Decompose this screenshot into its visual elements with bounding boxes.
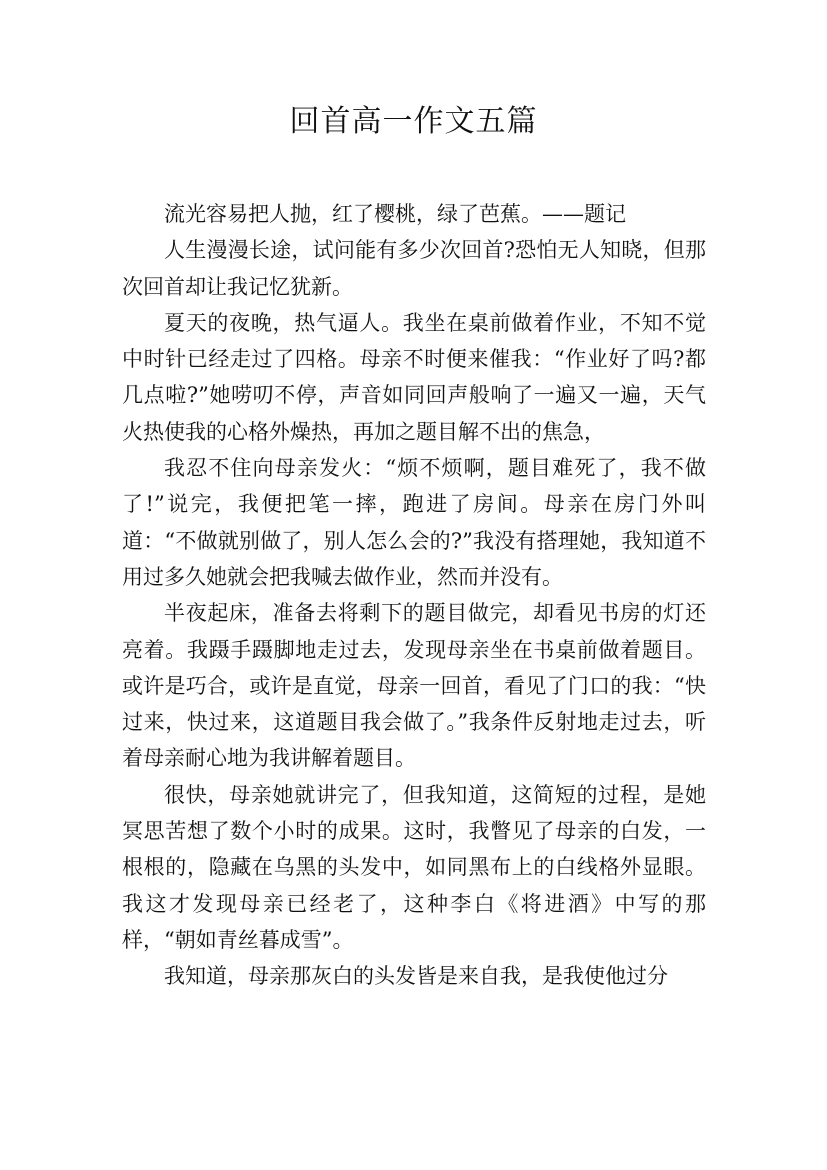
- paragraph-epigraph: 流光容易把人抛，红了樱桃，绿了芭蕉。——题记: [164, 202, 626, 226]
- paragraph: 很快，母亲她就讲完了，但我知道，这简短的过程，是她冥思苦想了数个小时的成果。这时，我瞥见了母亲的白发，一根根的，隐藏在乌黑的头发中，如同黑布上的白线格外显眼。我这才发现母亲已经老了，这种李白《将进酒》中写的那样，“朝如青丝暮成雪”。: [122, 782, 706, 952]
- paragraph: 我忍不住向母亲发火：“烦不烦啊，题目难死了，我不做了!”说完，我便把笔一摔，跑进了房间。母亲在房门外叫道：“不做就别做了，别人怎么会的?”我没有搭理她，我知道不用过多久她就会把我喊去做作业，然而并没有。: [122, 456, 706, 589]
- paragraph: 半夜起床，准备去将剩下的题目做完，却看见书房的灯还亮着。我蹑手蹑脚地走过去，发现母亲坐在书桌前做着题目。或许是巧合，或许是直觉，母亲一回首，看见了门口的我：“快过来，快过来，这道题目我会做了。”我条件反射地走过去，听着母亲耐心地为我讲解着题目。: [122, 601, 706, 771]
- paragraph: 夏天的夜晚，热气逼人。我坐在桌前做着作业，不知不觉中时针已经走过了四格。母亲不时便来催我：“作业好了吗?都几点啦?”她唠叨不停，声音如同回声般响了一遍又一遍，天气火热使我的心格外燥热，再加之题目解不出的焦急，: [122, 310, 706, 444]
- paragraph: 我知道，母亲那灰白的头发皆是来自我，是我使他过分: [164, 964, 668, 989]
- paragraph: 人生漫漫长途，试问能有多少次回首?恐怕无人知晓，但那次回首却让我记忆犹新。: [122, 238, 706, 299]
- document-title: 回首高一作文五篇: [289, 104, 538, 139]
- document-body: [122, 196, 706, 995]
